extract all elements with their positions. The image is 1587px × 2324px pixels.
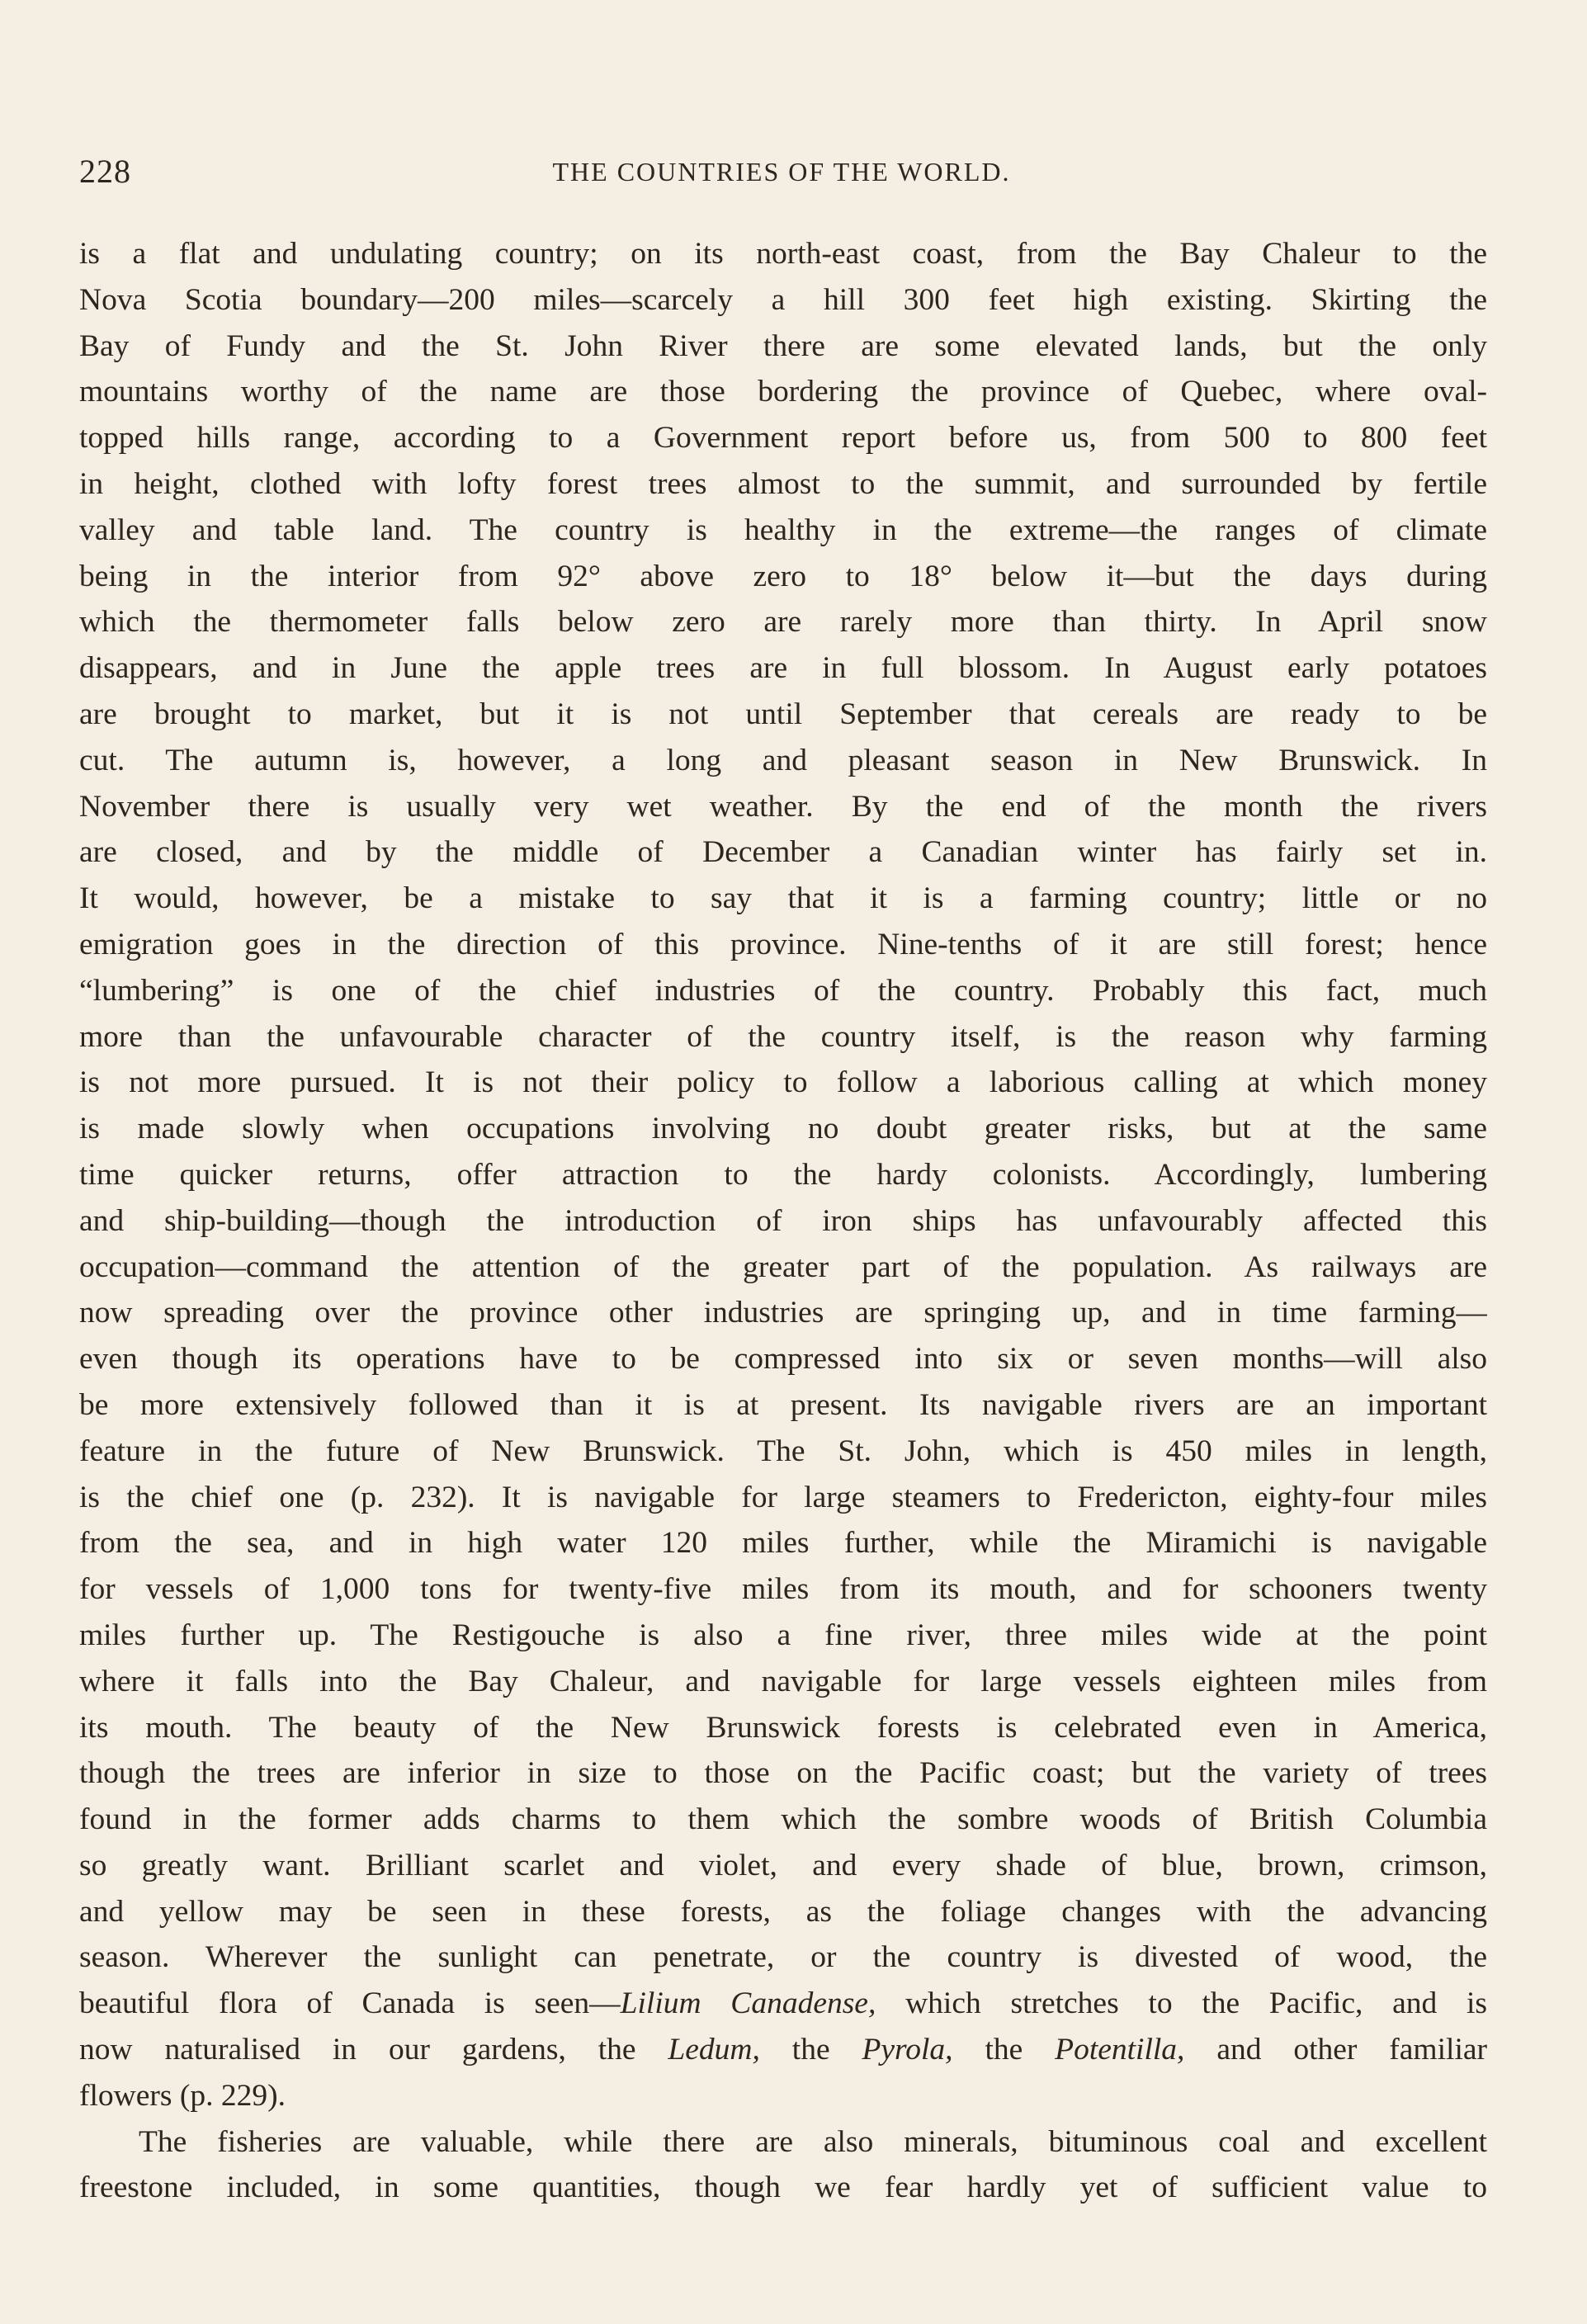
text-line: are closed, and by the middle of December a Canadian winter has fairly set in. bbox=[79, 835, 1487, 870]
text-line: so greatly want. Brilliant scarlet and violet, and every shade of blue, brown, crimson, bbox=[79, 1848, 1487, 1882]
text-line: The fisheries are valuable, while there are also minerals, bituminous coal and excellent bbox=[139, 2124, 1487, 2159]
text-line: is not more pursued. It is not their policy to follow a laborious calling at which money bbox=[79, 1065, 1487, 1100]
text-line: miles further up. The Restigouche is also a fine river, three miles wide at the point bbox=[79, 1618, 1487, 1652]
italic-term-ledum: Ledum, bbox=[668, 2033, 760, 2067]
running-title: THE COUNTRIES OF THE WORLD. bbox=[552, 157, 1011, 187]
text-line: topped hills range, according to a Government report before us, from 500 to 800 feet bbox=[79, 421, 1487, 456]
text-line: more than the unfavourable character of the country itself, is the reason why farming bbox=[79, 1019, 1487, 1054]
italic-term-lilium: Lilium Canadense, bbox=[620, 1986, 876, 2021]
text-line: “lumbering” is one of the chief industries of the country. Probably this fact, much bbox=[79, 973, 1487, 1008]
text-line: occupation—command the attention of the greater part of the population. As railways are bbox=[79, 1249, 1487, 1284]
running-header bbox=[79, 147, 1484, 196]
text-line: flowers (p. 229). bbox=[79, 2078, 286, 2113]
text-segment: which stretches to the Pacific, and is bbox=[876, 1986, 1487, 2021]
text-line: found in the former adds charms to them which the sombre woods of British Columbia bbox=[79, 1802, 1487, 1837]
text-line bbox=[79, 2027, 1487, 2073]
text-line: and ship-building—though the introduction of iron ships has unfavourably affected this bbox=[79, 1203, 1487, 1238]
body-text bbox=[79, 231, 1487, 2211]
text-line: from the sea, and in high water 120 miles further, while the Miramichi is navigable bbox=[79, 1526, 1487, 1561]
text-line: valley and table land. The country is healthy in the extreme—the ranges of climate bbox=[79, 513, 1487, 547]
text-line: is a flat and undulating country; on its north-east coast, from the Bay Chaleur to the bbox=[79, 237, 1487, 271]
text-line: disappears, and in June the apple trees are in full blossom. In August early potatoes bbox=[79, 651, 1487, 686]
text-line: freestone included, in some quantities, though we fear hardly yet of sufficient value to bbox=[79, 2170, 1487, 2205]
text-line: November there is usually very wet weather. By the end of the month the rivers bbox=[79, 789, 1487, 824]
text-segment: the bbox=[952, 2033, 1056, 2067]
text-line: now spreading over the province other industries are springing up, and in time farming— bbox=[79, 1296, 1487, 1330]
text-line: being in the interior from 92° above zero to 18° below it—but the days during bbox=[79, 559, 1487, 593]
text-line: even though its operations have to be compressed into six or seven months—will also bbox=[79, 1342, 1487, 1377]
text-line: cut. The autumn is, however, a long and pleasant season in New Brunswick. In bbox=[79, 743, 1487, 777]
paragraph-1 bbox=[79, 231, 1487, 2119]
text-line: where it falls into the Bay Chaleur, and navigable for large vessels eighteen miles from bbox=[79, 1664, 1487, 1698]
text-line: and yellow may be seen in these forests, as the foliage changes with the advancing bbox=[79, 1894, 1487, 1929]
italic-term-potentilla: Potentilla, bbox=[1055, 2033, 1185, 2067]
text-segment: beautiful flora of Canada is seen— bbox=[79, 1986, 621, 2021]
text-line bbox=[79, 1981, 1487, 2027]
text-line: time quicker returns, offer attraction to the hardy colonists. Accordingly, lumbering bbox=[79, 1157, 1487, 1192]
text-line: which the thermometer falls below zero are rarely more than thirty. In April snow bbox=[79, 605, 1487, 640]
text-line: It would, however, be a mistake to say that it is a farming country; little or no bbox=[79, 881, 1487, 916]
text-line: though the trees are inferior in size to those on the Pacific coast; but the variety of trees bbox=[79, 1756, 1487, 1791]
text-segment: now naturalised in our gardens, the bbox=[79, 2033, 668, 2067]
text-line: are brought to market, but it is not until September that cereals are ready to be bbox=[79, 697, 1487, 731]
text-line: in height, clothed with lofty forest trees almost to the summit, and surrounded by fertile bbox=[79, 466, 1487, 501]
text-line: mountains worthy of the name are those bordering the province of Quebec, where oval- bbox=[79, 375, 1487, 409]
text-line: is the chief one (p. 232). It is navigable for large steamers to Fredericton, eighty-four miles bbox=[79, 1480, 1487, 1514]
page-number: 228 bbox=[79, 153, 131, 190]
text-line: Bay of Fundy and the St. John River there are some elevated lands, but the only bbox=[79, 328, 1487, 363]
text-line: for vessels of 1,000 tons for twenty-five miles from its mouth, and for schooners twenty bbox=[79, 1572, 1487, 1607]
text-line: is made slowly when occupations involving no doubt greater risks, but at the same bbox=[79, 1112, 1487, 1146]
italic-term-pyrola: Pyrola, bbox=[862, 2033, 953, 2067]
paragraph-2 bbox=[79, 2119, 1487, 2212]
text-line: feature in the future of New Brunswick. The St. John, which is 450 miles in length, bbox=[79, 1434, 1487, 1468]
text-line: Nova Scotia boundary—200 miles—scarcely a hill 300 feet high existing. Skirting the bbox=[79, 282, 1487, 317]
text-line: its mouth. The beauty of the New Brunswick forests is celebrated even in America, bbox=[79, 1710, 1487, 1745]
text-line: be more extensively followed than it is at present. Its navigable rivers are an important bbox=[79, 1387, 1487, 1422]
text-line: emigration goes in the direction of this province. Nine-tenths of it are still forest; hence bbox=[79, 927, 1487, 961]
text-segment: the bbox=[759, 2033, 862, 2067]
text-segment: and other familiar bbox=[1184, 2033, 1487, 2067]
text-line: season. Wherever the sunlight can penetrate, or the country is divested of wood, the bbox=[79, 1940, 1487, 1975]
